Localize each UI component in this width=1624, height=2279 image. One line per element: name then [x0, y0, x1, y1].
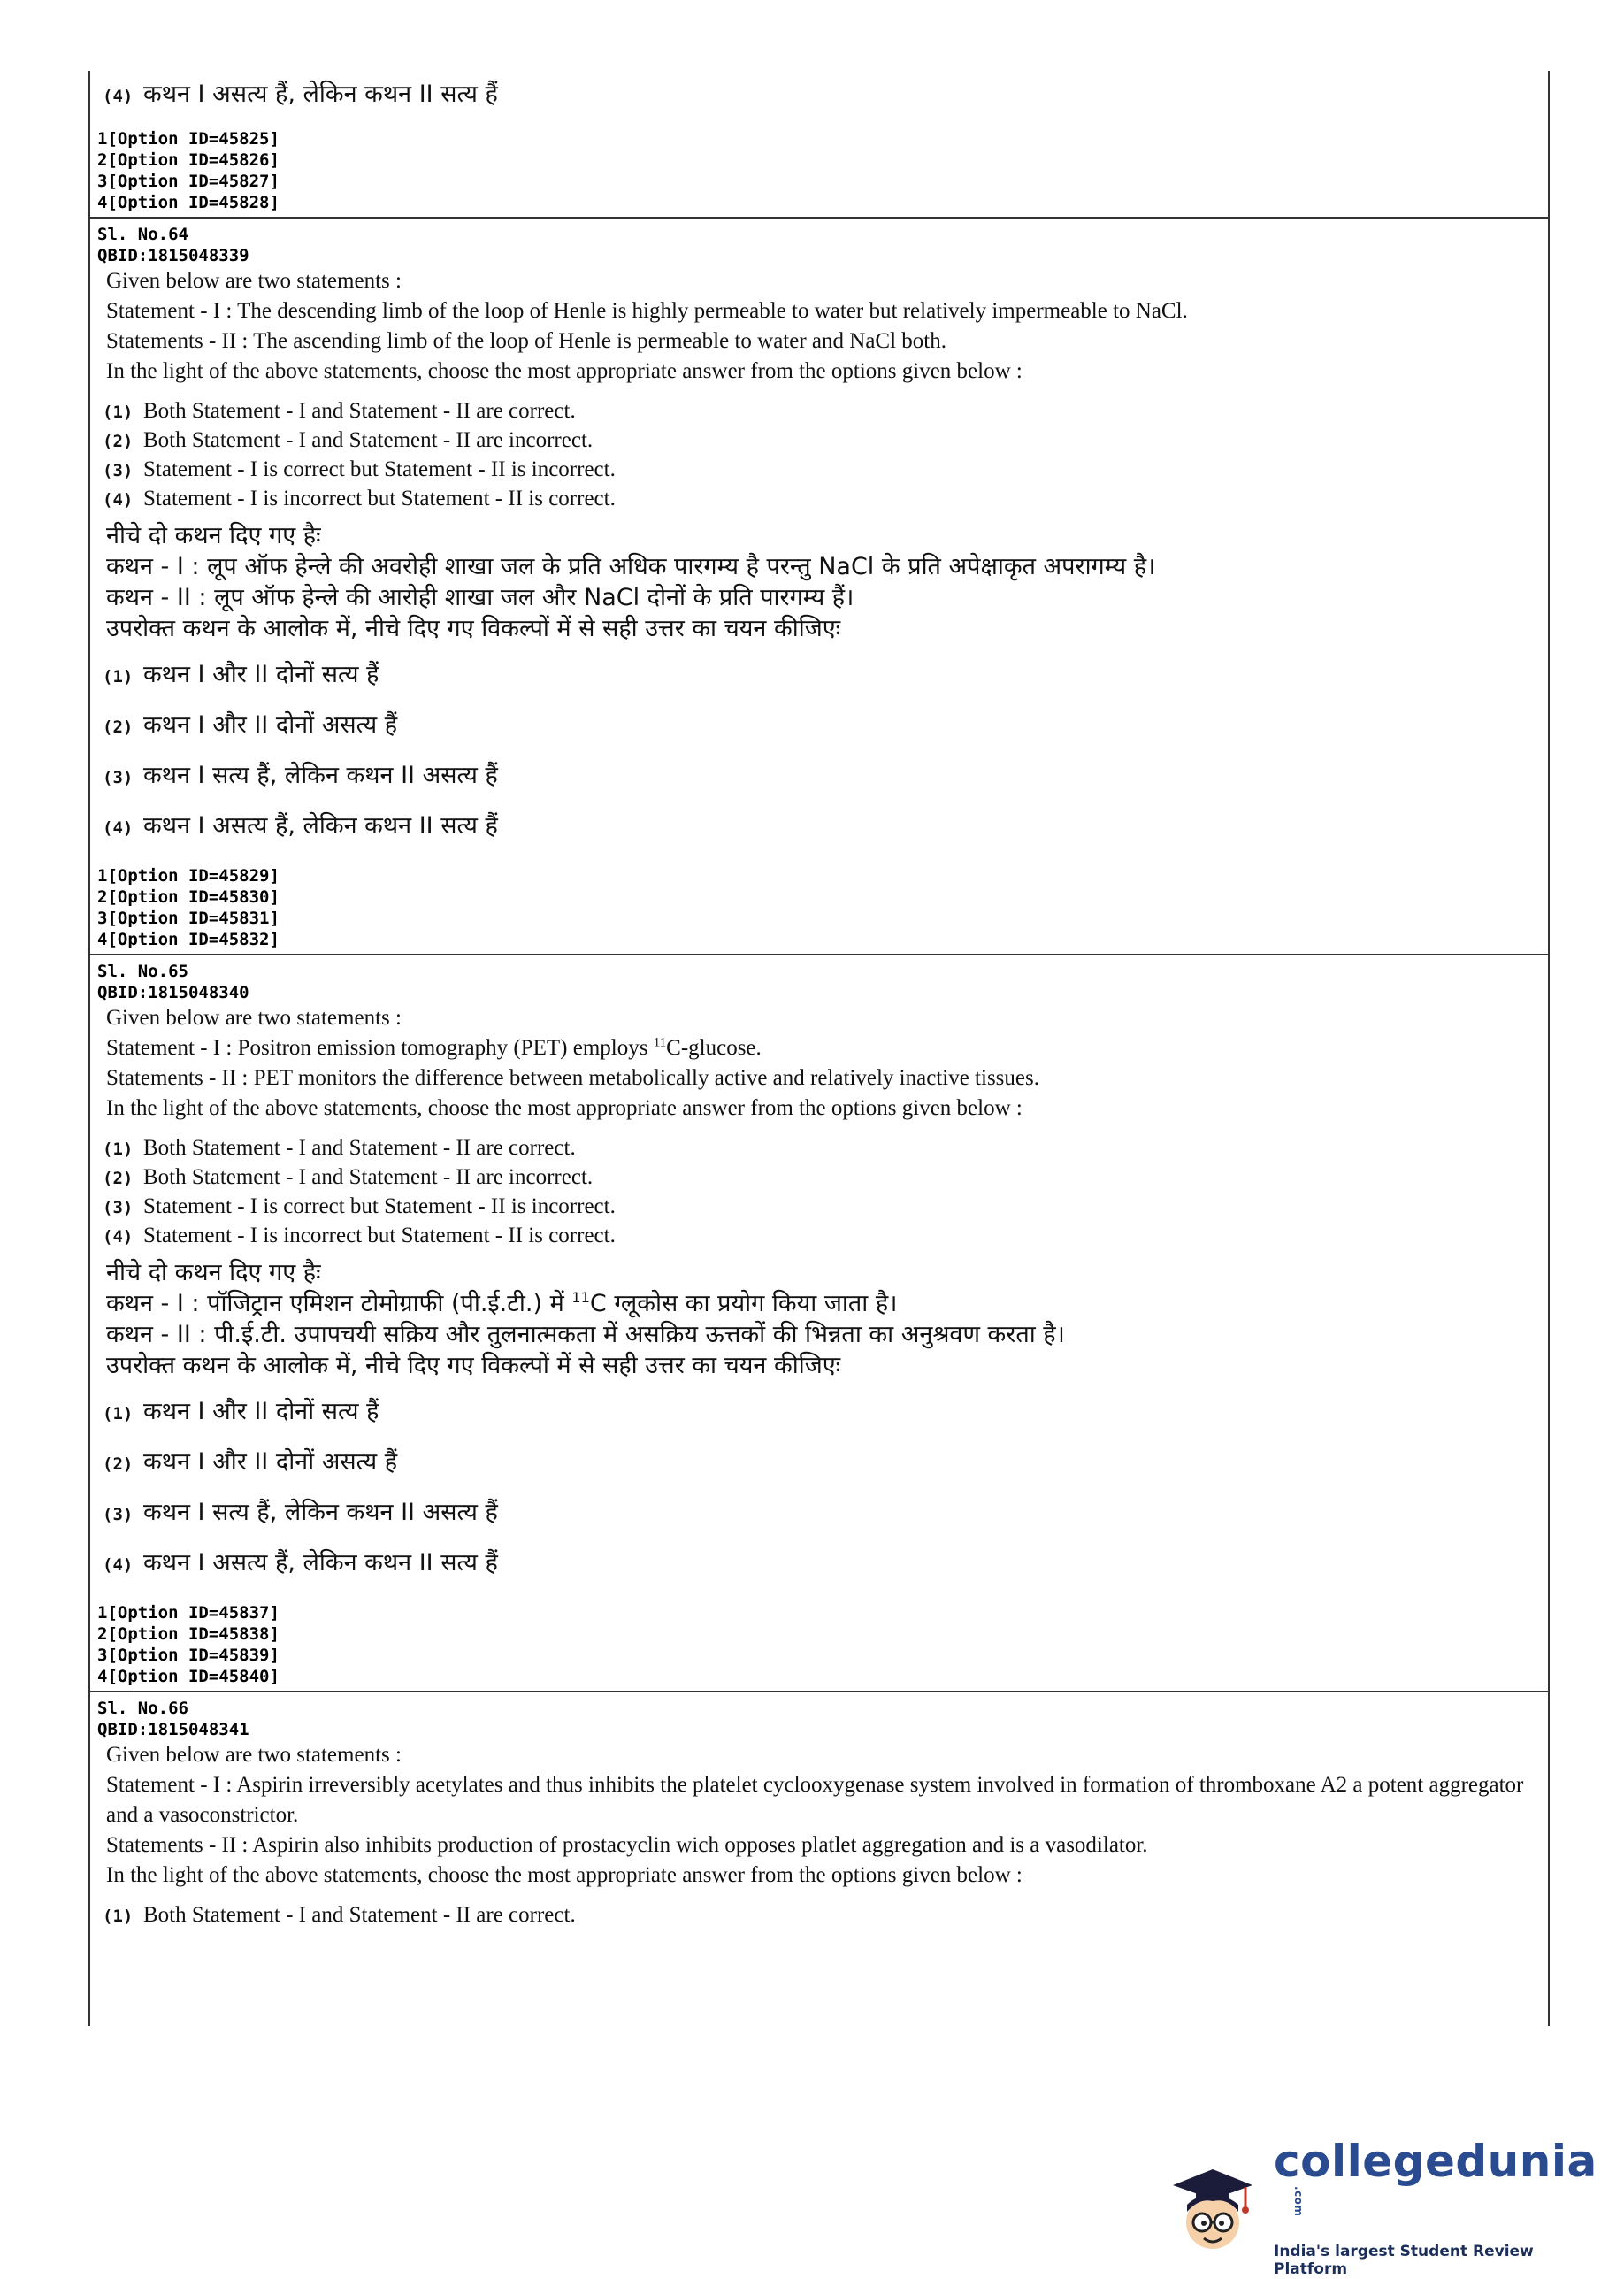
previous-question-tail — [90, 71, 1548, 219]
option-number: (3) — [103, 768, 134, 787]
option-number: (1) — [103, 1404, 134, 1423]
stem-line: In the light of the above statements, choose the most appropriate answer from the options given below : — [106, 1863, 1023, 1887]
option-id: 3[Option ID=45827] — [97, 172, 280, 191]
option-text: Both Statement - I and Statement - II are correct. — [143, 1136, 576, 1160]
option-item — [97, 399, 1548, 424]
isotope-superscript: 11 — [653, 1035, 667, 1050]
option-item — [97, 656, 1548, 689]
stem-line: In the light of the above statements, choose the most appropriate answer from the options given below : — [106, 359, 1023, 383]
option-text: Both Statement - I and Statement - II are correct. — [143, 399, 576, 423]
serial-number: Sl. No.66 — [97, 1699, 188, 1718]
option-id: 3[Option ID=45839] — [97, 1646, 280, 1665]
option-item — [97, 1393, 1548, 1426]
option-item — [97, 1165, 1548, 1190]
option-item — [97, 76, 1548, 109]
option-text: Statement - I is incorrect but Statement - II is correct. — [143, 1224, 616, 1247]
options-english — [97, 1136, 1548, 1248]
option-item — [97, 808, 1548, 840]
stem-line: Statements - II : Aspirin also inhibits production of prostacyclin wich opposes platlet aggregation and is a vasodilator. — [106, 1833, 1148, 1857]
option-text: कथन I और II दोनों सत्य हैं — [143, 661, 379, 688]
option-item — [97, 428, 1548, 453]
question-stem-hindi — [97, 1257, 1548, 1381]
option-number: (4) — [103, 490, 134, 510]
stem-text: Statement - I : Positron emission tomography (PET) employs — [106, 1036, 654, 1060]
stem-line: Statements - II : The ascending limb of the loop of Henle is permeable to water and NaCl both. — [106, 329, 946, 353]
option-item — [97, 707, 1548, 740]
stem-line: Statement - I : Aspirin irreversibly acetylates and thus inhibits the platelet cyclooxygenase system involved in formation of thromboxane A2 a potent aggregator and a vasoconstrictor. — [106, 1773, 1524, 1827]
isotope-superscript: 11 — [571, 1289, 590, 1306]
question-stem-english — [97, 1740, 1548, 1891]
stem-text: C ग्लूकोस का प्रयोग किया जाता है। — [589, 1290, 898, 1317]
option-id: 3[Option ID=45831] — [97, 909, 280, 928]
qbid: QBID:1815048341 — [97, 1720, 249, 1739]
option-number: (4) — [103, 818, 134, 838]
stem-line: In the light of the above statements, choose the most appropriate answer from the options given below : — [106, 1096, 1023, 1120]
option-text: Statement - I is incorrect but Statement - II is correct. — [143, 487, 616, 510]
option-item — [97, 1545, 1548, 1577]
option-number: (2) — [103, 1454, 134, 1474]
option-text: कथन I सत्य हैं, लेकिन कथन II असत्य हैं — [143, 762, 498, 789]
option-text: Statement - I is correct but Statement - II is incorrect. — [143, 457, 616, 481]
stem-line: कथन - II : लूप ऑफ हेन्ले की आरोही शाखा जल और NaCl दोनों के प्रति पारगम्य हैं। — [106, 584, 854, 611]
option-item — [97, 1224, 1548, 1248]
option-text: कथन I और II दोनों असत्य हैं — [143, 1448, 398, 1476]
stem-line: नीचे दो कथन दिए गए हैः — [106, 522, 321, 549]
option-text: कथन I असत्य हैं, लेकिन कथन II सत्य हैं — [143, 81, 498, 108]
option-number: (3) — [103, 1505, 134, 1524]
option-id: 2[Option ID=45838] — [97, 1624, 280, 1644]
option-item — [97, 1903, 1548, 1928]
option-item — [97, 1194, 1548, 1219]
option-text: कथन I सत्य हैं, लेकिन कथन II असत्य हैं — [143, 1499, 498, 1526]
option-item — [97, 1444, 1548, 1477]
stem-line: कथन - I : लूप ऑफ हेन्ले की अवरोही शाखा जल के प्रति अधिक पारगम्य है परन्तु NaCl के प्रति अपेक्षाकृत अपरागम्य है। — [106, 553, 1156, 580]
option-number: (1) — [103, 1140, 134, 1159]
option-id-list — [97, 865, 1548, 950]
stem-line — [106, 1288, 1548, 1319]
brand-name — [1274, 2137, 1597, 2242]
stem-text: C-glucose. — [666, 1036, 762, 1060]
stem-line: कथन - II : पी.ई.टी. उपापचयी सक्रिय और तुलनात्मकता में असक्रिय ऊत्तकों की भिन्नता का अनुश्रवण करता है। — [106, 1321, 1065, 1348]
stem-line: Given below are two statements : — [106, 269, 402, 293]
graduate-mascot-icon — [1164, 2159, 1261, 2256]
option-text: Both Statement - I and Statement - II are incorrect. — [143, 1165, 594, 1189]
options-hindi — [97, 656, 1548, 840]
options-hindi — [97, 1393, 1548, 1577]
option-id: 1[Option ID=45837] — [97, 1603, 280, 1623]
stem-line: Given below are two statements : — [106, 1006, 402, 1030]
option-text: Both Statement - I and Statement - II are incorrect. — [143, 428, 594, 452]
option-item — [97, 457, 1548, 482]
stem-line: Statement - I : The descending limb of the loop of Henle is highly permeable to water but relatively impermeable to NaCl. — [106, 299, 1188, 323]
option-number: (2) — [103, 717, 134, 737]
brand-wordmark: collegedunia — [1274, 2136, 1597, 2188]
option-id: 2[Option ID=45830] — [97, 887, 280, 907]
stem-line: Given below are two statements : — [106, 1743, 402, 1767]
question-block-65 — [90, 955, 1548, 1692]
stem-line: उपरोक्त कथन के आलोक में, नीचे दिए गए विकल्पों में से सही उत्तर का चयन कीजिएः — [106, 1352, 841, 1379]
stem-line: नीचे दो कथन दिए गए हैः — [106, 1259, 321, 1286]
serial-number: Sl. No.64 — [97, 225, 188, 244]
question-block-64 — [90, 219, 1548, 955]
collegedunia-logo[interactable] — [1164, 2136, 1597, 2278]
qbid: QBID:1815048340 — [97, 983, 249, 1002]
option-id: 4[Option ID=45840] — [97, 1667, 280, 1686]
option-id: 2[Option ID=45826] — [97, 150, 280, 170]
question-block-66 — [90, 1692, 1548, 1928]
serial-number: Sl. No.65 — [97, 962, 188, 981]
logo-text — [1274, 2137, 1597, 2277]
option-number: (4) — [103, 1555, 134, 1575]
option-text: Both Statement - I and Statement - II are correct. — [143, 1903, 576, 1927]
option-number: (2) — [103, 432, 134, 451]
option-number: (2) — [103, 1169, 134, 1188]
option-number: (1) — [103, 667, 134, 687]
stem-line: उपरोक्त कथन के आलोक में, नीचे दिए गए विकल्पों में से सही उत्तर का चयन कीजिएः — [106, 615, 841, 642]
question-stem-hindi — [97, 520, 1548, 644]
option-id: 4[Option ID=45832] — [97, 930, 280, 949]
options-english — [97, 399, 1548, 511]
option-number: (1) — [103, 1907, 134, 1926]
option-id: 1[Option ID=45825] — [97, 129, 280, 149]
option-text: कथन I और II दोनों असत्य हैं — [143, 711, 398, 739]
options-english — [97, 1903, 1548, 1928]
option-number: (3) — [103, 1198, 134, 1217]
brand-tagline: India's largest Student Review Platform — [1274, 2242, 1534, 2278]
option-id: 1[Option ID=45829] — [97, 866, 280, 886]
option-id: 4[Option ID=45828] — [97, 193, 280, 212]
option-item — [97, 1136, 1548, 1161]
question-paper-frame — [88, 71, 1550, 2026]
option-item — [97, 1494, 1548, 1527]
option-number: (3) — [103, 461, 134, 480]
option-id-list — [97, 1602, 1548, 1687]
option-text: Statement - I is correct but Statement - II is incorrect. — [143, 1194, 616, 1218]
stem-line: Statements - II : PET monitors the difference between metabolically active and relatively inactive tissues. — [106, 1066, 1039, 1090]
stem-line — [106, 1033, 1548, 1063]
option-item — [97, 487, 1548, 511]
option-number: (4) — [103, 87, 134, 106]
qbid: QBID:1815048339 — [97, 246, 249, 265]
question-stem-english — [97, 266, 1548, 387]
brand-domain: .com — [1292, 2186, 1305, 2217]
option-text: कथन I असत्य हैं, लेकिन कथन II सत्य हैं — [143, 812, 498, 840]
option-text: कथन I असत्य हैं, लेकिन कथन II सत्य हैं — [143, 1549, 498, 1577]
option-item — [97, 757, 1548, 790]
stem-text: कथन - I : पॉजिट्रान एमिशन टोमोग्राफी (पी.ई.टी.) में — [106, 1290, 572, 1317]
option-id-list — [97, 128, 1548, 213]
option-number: (1) — [103, 403, 134, 422]
option-number: (4) — [103, 1227, 134, 1247]
option-text: कथन I और II दोनों सत्य हैं — [143, 1398, 379, 1425]
question-stem-english — [97, 1003, 1548, 1124]
